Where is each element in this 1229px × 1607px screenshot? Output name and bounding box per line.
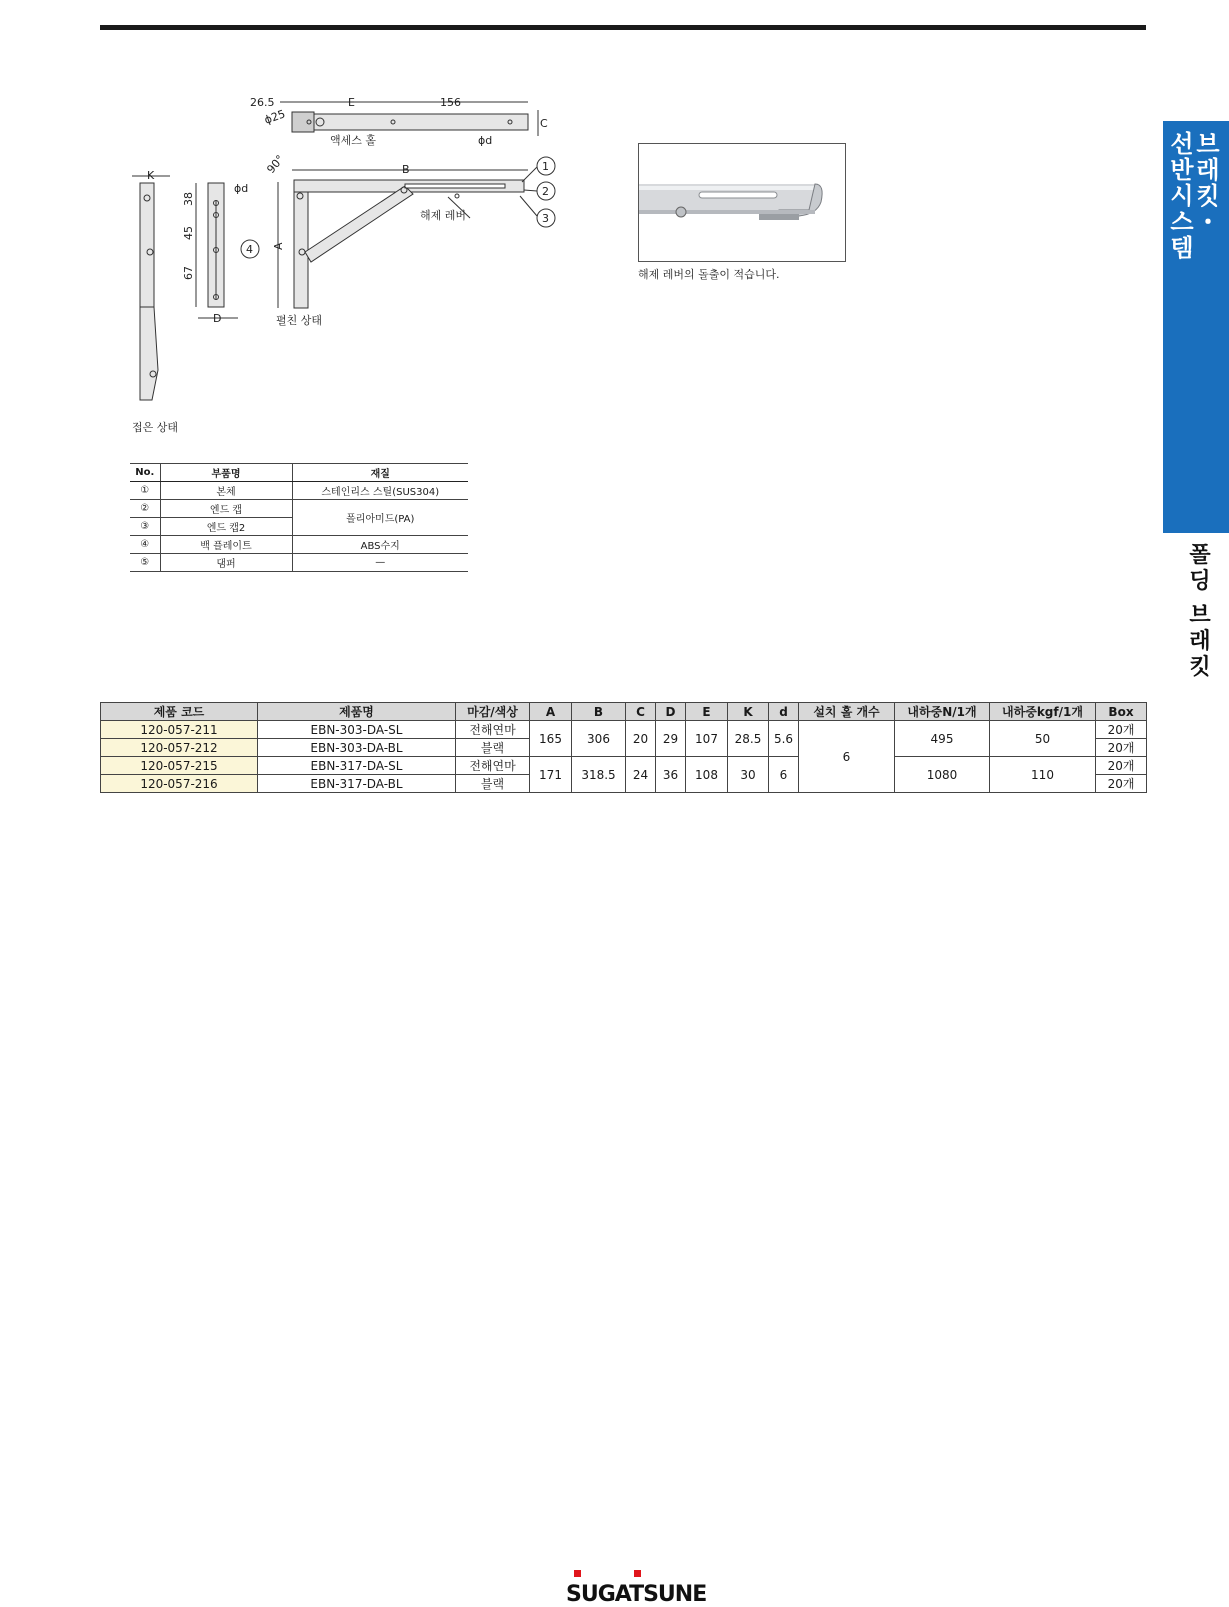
- spec-header: C: [626, 703, 656, 721]
- parts-no: ④: [130, 536, 160, 554]
- subcategory-side-label: [1186, 543, 1214, 681]
- spec-header: 내하중N/1개: [895, 703, 990, 721]
- parts-material: ABS수지: [292, 536, 468, 554]
- access-hole-label: 액세스 홀: [330, 134, 377, 147]
- dim-b: B: [402, 163, 410, 176]
- parts-name: 엔드 캡2: [160, 518, 292, 536]
- side-tab-char: 브: [1196, 130, 1220, 158]
- product-finish: 전해연마: [456, 721, 530, 739]
- side-sub-char: 딩: [1189, 569, 1211, 594]
- load-n-value: 495: [895, 721, 990, 757]
- spec-header: Box: [1096, 703, 1147, 721]
- side-tab-char: 스: [1170, 208, 1194, 236]
- mounting-hole-count: 6: [799, 721, 895, 793]
- product-finish: 전해연마: [456, 757, 530, 775]
- table-row: [130, 500, 468, 518]
- dim-e-value: 108: [686, 757, 728, 793]
- side-sub-char: 래: [1189, 629, 1211, 654]
- spec-header: D: [656, 703, 686, 721]
- parts-name: 본체: [160, 482, 292, 500]
- dim-b-value: 306: [572, 721, 626, 757]
- box-qty: 20개: [1096, 775, 1147, 793]
- table-row: [101, 721, 1147, 739]
- side-tab-col-2: [1195, 131, 1221, 235]
- product-code: 120-057-212: [101, 739, 258, 757]
- side-sub-char: 폴: [1189, 543, 1211, 568]
- dim-d-value: 36: [656, 757, 686, 793]
- open-vertical-arm: [294, 182, 308, 308]
- parts-no: ②: [130, 500, 160, 518]
- dim-a-value: 171: [530, 757, 572, 793]
- dim-c: C: [540, 117, 548, 130]
- table-row: [130, 536, 468, 554]
- dim-45: 45: [182, 226, 195, 240]
- dim-k-value: 30: [728, 757, 769, 793]
- spec-header: E: [686, 703, 728, 721]
- parts-header-no: No.: [130, 464, 160, 482]
- side-tab-char: 래: [1196, 156, 1220, 184]
- top-rule: [100, 25, 1146, 30]
- product-code: 120-057-211: [101, 721, 258, 739]
- spec-header: 설치 홀 개수: [799, 703, 895, 721]
- folded-bracket-arm: [140, 307, 158, 400]
- dim-d-value: 29: [656, 721, 686, 757]
- folded-bracket: [140, 183, 154, 307]
- callout-4: 4: [246, 243, 253, 256]
- product-code: 120-057-215: [101, 757, 258, 775]
- dim-d: D: [213, 312, 222, 325]
- parts-no: ①: [130, 482, 160, 500]
- product-name: EBN-317-DA-BL: [258, 775, 456, 793]
- dim-c-value: 24: [626, 757, 656, 793]
- side-tab-char: 시: [1170, 182, 1194, 210]
- side-tab-char: 반: [1170, 156, 1194, 184]
- dim-phi25: ϕ25: [262, 107, 288, 127]
- product-name: EBN-303-DA-BL: [258, 739, 456, 757]
- dim-hole-d-value: 5.6: [769, 721, 799, 757]
- spec-header: A: [530, 703, 572, 721]
- rivet: [455, 194, 459, 198]
- dim-a-value: 165: [530, 721, 572, 757]
- product-code: 120-057-216: [101, 775, 258, 793]
- category-side-tab[interactable]: [1163, 121, 1229, 533]
- side-tab-char: 선: [1170, 130, 1194, 158]
- leader: [522, 167, 537, 182]
- dim-phid-top: ϕd: [478, 134, 493, 147]
- technical-drawing: [120, 90, 549, 440]
- dim-67: 67: [182, 266, 195, 280]
- dim-k-value: 28.5: [728, 721, 769, 757]
- bracket-photo-illustration: [639, 144, 845, 261]
- box-qty: 20개: [1096, 757, 1147, 775]
- logo-dot: [574, 1570, 581, 1577]
- spec-header-row: [101, 703, 1147, 721]
- parts-header-row: [130, 464, 468, 482]
- spec-header: d: [769, 703, 799, 721]
- parts-table: [130, 463, 468, 572]
- logo-dot: [634, 1570, 641, 1577]
- parts-name: 엔드 캡: [160, 500, 292, 518]
- parts-header-name: 부품명: [160, 464, 292, 482]
- release-lever-photo: [638, 143, 846, 262]
- product-name: EBN-303-DA-SL: [258, 721, 456, 739]
- spec-header: 제품명: [258, 703, 456, 721]
- leader: [524, 190, 537, 191]
- dim-hole-d-value: 6: [769, 757, 799, 793]
- spec-header: 내하중kgf/1개: [990, 703, 1096, 721]
- product-finish: 블랙: [456, 775, 530, 793]
- dim-b-value: 318.5: [572, 757, 626, 793]
- table-row: [130, 554, 468, 572]
- sugatsune-logo: [560, 1568, 707, 1607]
- load-kgf-value: 110: [990, 757, 1096, 793]
- release-lever-label: 해제 레버: [420, 209, 467, 222]
- dim-156: 156: [440, 96, 461, 109]
- callout-2: 2: [542, 185, 549, 198]
- spec-header: 제품 코드: [101, 703, 258, 721]
- dim-phid-side: ϕd: [234, 182, 249, 195]
- box-qty: 20개: [1096, 721, 1147, 739]
- parts-material: 스테인리스 스틸(SUS304): [292, 482, 468, 500]
- side-tab-col-1: [1169, 131, 1195, 261]
- spec-header: K: [728, 703, 769, 721]
- side-tab-char: 템: [1170, 234, 1194, 262]
- side-sub-char: 킷: [1189, 655, 1211, 680]
- top-view-bracket: [292, 114, 528, 130]
- callout-1: 1: [542, 160, 549, 173]
- dim-c-value: 20: [626, 721, 656, 757]
- table-row: [101, 757, 1147, 775]
- leader: [520, 196, 537, 216]
- parts-no: ③: [130, 518, 160, 536]
- parts-material: —: [292, 554, 468, 572]
- open-state-label: 펼친 상태: [276, 314, 323, 327]
- box-qty: 20개: [1096, 739, 1147, 757]
- folded-state-label: 접은 상태: [132, 421, 179, 434]
- dim-38: 38: [182, 192, 195, 206]
- photo-caption: 해제 레버의 돌출이 적습니다.: [638, 268, 780, 281]
- dim-90: 90°: [264, 152, 287, 176]
- load-kgf-value: 50: [990, 721, 1096, 757]
- dim-a: A: [272, 242, 285, 250]
- parts-header-material: 재질: [292, 464, 468, 482]
- logo-wordmark: SUGATSUNE: [566, 1582, 707, 1607]
- release-slot: [405, 184, 505, 188]
- side-tab-char: 킷: [1196, 182, 1220, 210]
- spec-table: [100, 702, 1147, 793]
- side-sub-char: 브: [1189, 603, 1211, 628]
- dim-e: E: [348, 96, 355, 109]
- table-row: [130, 482, 468, 500]
- parts-no: ⑤: [130, 554, 160, 572]
- dim-26-5: 26.5: [250, 96, 275, 109]
- product-name: EBN-317-DA-SL: [258, 757, 456, 775]
- dim-k: K: [147, 169, 155, 182]
- callout-3: 3: [542, 212, 549, 225]
- parts-name: 백 플레이트: [160, 536, 292, 554]
- parts-name: 댐퍼: [160, 554, 292, 572]
- side-sub-char: [1186, 595, 1214, 603]
- product-finish: 블랙: [456, 739, 530, 757]
- side-tab-char: ・: [1196, 208, 1220, 236]
- parts-material: 폴리아미드(PA): [292, 500, 468, 536]
- spec-header: B: [572, 703, 626, 721]
- load-n-value: 1080: [895, 757, 990, 793]
- spec-header: 마감/색상: [456, 703, 530, 721]
- dim-e-value: 107: [686, 721, 728, 757]
- open-diagonal-brace: [305, 186, 413, 262]
